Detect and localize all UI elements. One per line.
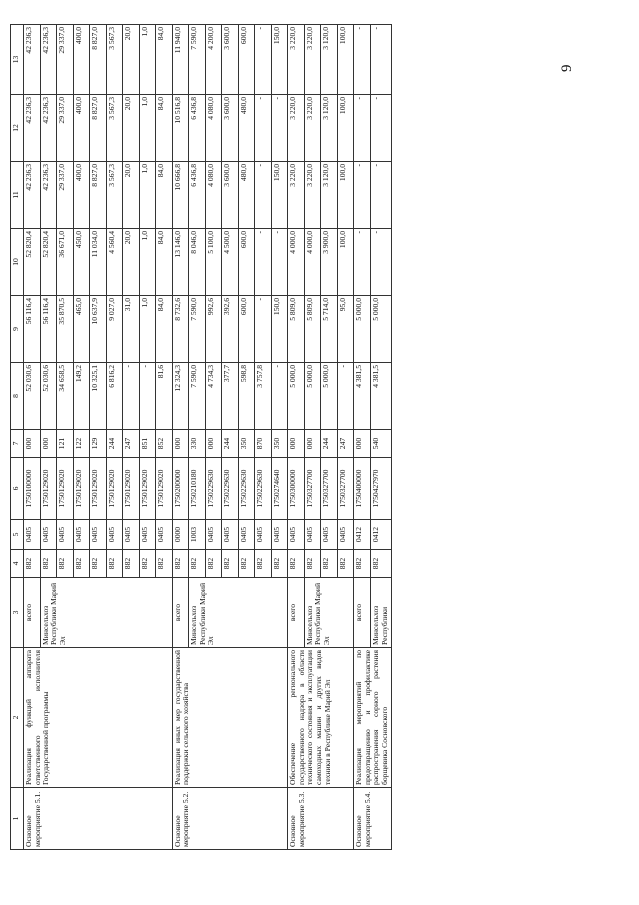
target-article-code: 1750129020 (90, 458, 107, 520)
target-article-code: 1750300000 (288, 458, 305, 520)
section-code: 0405 (288, 520, 305, 550)
value-col-11: - (370, 162, 391, 229)
section-code: 0405 (90, 520, 107, 550)
section-code: 0405 (321, 520, 338, 550)
expense-type-code: 330 (189, 430, 206, 458)
measure-description: Реализация мероприятий по предотвращению и профилактике распространения сорного растения борщевика Сосновского (354, 648, 392, 788)
executor-name: Минсельхоз Республики Марий Эл (40, 578, 172, 648)
value-col-11: 3 220,0 (288, 162, 305, 229)
section-code: 0405 (57, 520, 74, 550)
target-article-code: 1750100000 (24, 458, 41, 520)
expense-type-code: 121 (57, 430, 74, 458)
target-article-code: 1750129020 (123, 458, 140, 520)
expense-type-code: 852 (156, 430, 173, 458)
value-col-8: 12 324,3 (172, 363, 189, 430)
value-col-12: 3 220,0 (304, 95, 321, 162)
expense-type-code: 244 (106, 430, 123, 458)
section-code: 0405 (106, 520, 123, 550)
target-article-code: 1750327700 (304, 458, 321, 520)
column-header: 12 (11, 95, 24, 162)
value-col-10: 5 100,0 (205, 229, 222, 296)
expense-type-code: 122 (73, 430, 90, 458)
target-article-code: 1750229630 (238, 458, 255, 520)
value-col-12: - (271, 95, 288, 162)
value-col-11: 4 080,0 (205, 162, 222, 229)
value-col-8: - (271, 363, 288, 430)
value-col-13: - (370, 25, 391, 95)
target-article-code: 1750229630 (222, 458, 239, 520)
value-col-9: 10 637,9 (90, 296, 107, 363)
grbs-code: 882 (288, 550, 305, 578)
column-header: 2 (11, 648, 24, 788)
grbs-code: 882 (354, 550, 371, 578)
value-col-12: - (354, 95, 371, 162)
value-col-12: - (370, 95, 391, 162)
value-col-8: 5 000,0 (288, 363, 305, 430)
target-article-code: 1750427970 (370, 458, 391, 520)
section-code: 0405 (222, 520, 239, 550)
table-header (11, 25, 24, 850)
grbs-code: 882 (304, 550, 321, 578)
value-col-8: - (337, 363, 354, 430)
value-col-12: 42 236,3 (40, 95, 57, 162)
value-col-9: 8 732,6 (172, 296, 189, 363)
page-number: 9 (559, 64, 575, 72)
expense-type-code: 350 (238, 430, 255, 458)
value-col-11: 84,0 (156, 162, 173, 229)
column-header: 13 (11, 25, 24, 95)
value-col-13: 42 236,3 (40, 25, 57, 95)
value-col-8: 52 030,6 (40, 363, 57, 430)
value-col-11: 29 337,0 (57, 162, 74, 229)
value-col-12: 3 600,0 (222, 95, 239, 162)
measure-name: Основное мероприятие 5.2. (172, 788, 288, 850)
expense-type-code: 000 (24, 430, 41, 458)
column-header: 9 (11, 296, 24, 363)
section-code: 0405 (271, 520, 288, 550)
grbs-code: 882 (123, 550, 140, 578)
measure-description: Обеспечение регионального государственного надзора в области технического состояния и эксплуатации самоходных машин и других видов техники в Республике Марий Эл (288, 648, 354, 788)
value-col-8: 5 000,0 (304, 363, 321, 430)
value-col-12: 3 567,3 (106, 95, 123, 162)
value-col-8: 10 325,1 (90, 363, 107, 430)
value-col-10: 20,0 (123, 229, 140, 296)
value-col-13: 3 220,0 (288, 25, 305, 95)
section-code: 1003 (189, 520, 206, 550)
value-col-12: 3 120,0 (321, 95, 338, 162)
expense-type-code: 000 (304, 430, 321, 458)
value-col-13: 29 337,0 (57, 25, 74, 95)
value-col-10: 4 000,0 (304, 229, 321, 296)
grbs-code: 882 (337, 550, 354, 578)
expense-type-code: 000 (205, 430, 222, 458)
value-col-10: 3 900,0 (321, 229, 338, 296)
value-col-13: 84,0 (156, 25, 173, 95)
value-col-11: 400,0 (73, 162, 90, 229)
expense-type-code: 244 (222, 430, 239, 458)
measure-name: Основное мероприятие 5.3. (288, 788, 354, 850)
value-col-9: 84,0 (156, 296, 173, 363)
section-code: 0412 (370, 520, 391, 550)
value-col-12: 10 516,8 (172, 95, 189, 162)
value-col-13: 7 590,0 (189, 25, 206, 95)
value-col-8: 3 757,8 (255, 363, 272, 430)
section-code: 0405 (255, 520, 272, 550)
value-col-12: 100,0 (337, 95, 354, 162)
value-col-10: 52 820,4 (24, 229, 41, 296)
value-col-12: 3 220,0 (288, 95, 305, 162)
value-col-8: - (139, 363, 156, 430)
grbs-code: 882 (172, 550, 189, 578)
value-col-13: - (255, 25, 272, 95)
table-row (172, 25, 189, 850)
value-col-9: 31,0 (123, 296, 140, 363)
target-article-code: 1750274640 (271, 458, 288, 520)
value-col-9: 35 870,5 (57, 296, 74, 363)
value-col-13: 3 120,0 (321, 25, 338, 95)
expense-type-code: 000 (172, 430, 189, 458)
grbs-code: 882 (222, 550, 239, 578)
value-col-13: 20,0 (123, 25, 140, 95)
expense-type-code: 000 (288, 430, 305, 458)
target-article-code: 1750129020 (57, 458, 74, 520)
value-col-9: 56 116,4 (40, 296, 57, 363)
value-col-13: 400,0 (73, 25, 90, 95)
value-col-9: 9 027,0 (106, 296, 123, 363)
grbs-code: 882 (106, 550, 123, 578)
value-col-13: 600,0 (238, 25, 255, 95)
value-col-10: 4 560,4 (106, 229, 123, 296)
value-col-8: 81,6 (156, 363, 173, 430)
expense-type-code: 350 (271, 430, 288, 458)
section-code: 0405 (123, 520, 140, 550)
value-col-8: 5 000,0 (321, 363, 338, 430)
grbs-code: 882 (271, 550, 288, 578)
value-col-12: 29 337,0 (57, 95, 74, 162)
value-col-9: 7 590,0 (189, 296, 206, 363)
value-col-9: 95,0 (337, 296, 354, 363)
value-col-11: 1,0 (139, 162, 156, 229)
value-col-9: 150,0 (271, 296, 288, 363)
grbs-code: 882 (255, 550, 272, 578)
value-col-11: 20,0 (123, 162, 140, 229)
table-row (288, 25, 305, 850)
grbs-code: 882 (189, 550, 206, 578)
value-col-12: 8 827,0 (90, 95, 107, 162)
value-col-12: 84,0 (156, 95, 173, 162)
column-header: 11 (11, 162, 24, 229)
budget-table (10, 24, 392, 850)
value-col-8: 7 590,0 (189, 363, 206, 430)
value-col-8: 52 030,6 (24, 363, 41, 430)
executor-name: Минсельхоз Республики (370, 578, 391, 648)
grbs-code: 882 (321, 550, 338, 578)
column-header: 6 (11, 458, 24, 520)
section-code: 0000 (172, 520, 189, 550)
value-col-10: - (370, 229, 391, 296)
value-col-11: 480,0 (238, 162, 255, 229)
value-col-8: 598,8 (238, 363, 255, 430)
column-header: 10 (11, 229, 24, 296)
grbs-code: 882 (205, 550, 222, 578)
value-col-8: 4 381,5 (370, 363, 391, 430)
value-col-12: 400,0 (73, 95, 90, 162)
value-col-11: 3 220,0 (304, 162, 321, 229)
value-col-10: 11 034,0 (90, 229, 107, 296)
value-col-9: 992,6 (205, 296, 222, 363)
value-col-9: - (255, 296, 272, 363)
expense-type-code: 244 (321, 430, 338, 458)
expense-type-code: 247 (123, 430, 140, 458)
target-article-code: 1750129020 (40, 458, 57, 520)
value-col-13: 3 220,0 (304, 25, 321, 95)
value-col-10: 84,0 (156, 229, 173, 296)
table-row (354, 25, 371, 850)
value-col-8: 4 734,3 (205, 363, 222, 430)
value-col-10: - (271, 229, 288, 296)
value-col-11: 8 827,0 (90, 162, 107, 229)
value-col-9: 5 714,0 (321, 296, 338, 363)
value-col-10: 8 046,0 (189, 229, 206, 296)
value-col-11: 3 567,3 (106, 162, 123, 229)
section-code: 0405 (205, 520, 222, 550)
target-article-code: 1750229630 (205, 458, 222, 520)
column-header: 7 (11, 430, 24, 458)
value-col-9: 5 809,0 (288, 296, 305, 363)
value-col-13: 4 200,0 (205, 25, 222, 95)
target-article-code: 1750129020 (139, 458, 156, 520)
value-col-10: - (354, 229, 371, 296)
value-col-8: 377,7 (222, 363, 239, 430)
target-article-code: 1750210180 (189, 458, 206, 520)
section-code: 0412 (354, 520, 371, 550)
executor-total: всего (24, 578, 41, 648)
value-col-10: 100,0 (337, 229, 354, 296)
value-col-13: 11 940,0 (172, 25, 189, 95)
grbs-code: 882 (40, 550, 57, 578)
grbs-code: 882 (139, 550, 156, 578)
grbs-code: 882 (57, 550, 74, 578)
value-col-13: 3 600,0 (222, 25, 239, 95)
expense-type-code: 000 (354, 430, 371, 458)
value-col-8: 4 381,5 (354, 363, 371, 430)
value-col-11: 100,0 (337, 162, 354, 229)
section-code: 0405 (304, 520, 321, 550)
value-col-10: 450,0 (73, 229, 90, 296)
target-article-code: 1750129020 (156, 458, 173, 520)
value-col-12: 20,0 (123, 95, 140, 162)
target-article-code: 1750129020 (73, 458, 90, 520)
value-col-9: 5 000,0 (370, 296, 391, 363)
executor-name: Минсельхоз Республики Марий Эл (304, 578, 354, 648)
value-col-10: 52 820,4 (40, 229, 57, 296)
value-col-10: 36 671,0 (57, 229, 74, 296)
target-article-code: 1750229630 (255, 458, 272, 520)
value-col-11: 42 236,3 (24, 162, 41, 229)
value-col-11: 3 120,0 (321, 162, 338, 229)
value-col-10: - (255, 229, 272, 296)
value-col-10: 4 500,0 (222, 229, 239, 296)
section-code: 0405 (156, 520, 173, 550)
value-col-12: 4 080,0 (205, 95, 222, 162)
target-article-code: 1750200000 (172, 458, 189, 520)
executor-total: всего (288, 578, 305, 648)
grbs-code: 882 (156, 550, 173, 578)
value-col-12: 480,0 (238, 95, 255, 162)
value-col-11: 150,0 (271, 162, 288, 229)
executor-total: всего (354, 578, 371, 648)
value-col-9: 600,0 (238, 296, 255, 363)
table-body (24, 25, 392, 850)
value-col-11: - (354, 162, 371, 229)
measure-name: Основное мероприятие 5.1. (24, 788, 173, 850)
value-col-11: 3 600,0 (222, 162, 239, 229)
grbs-code: 882 (238, 550, 255, 578)
value-col-9: 465,0 (73, 296, 90, 363)
value-col-9: 5 000,0 (354, 296, 371, 363)
column-header: 8 (11, 363, 24, 430)
grbs-code: 882 (24, 550, 41, 578)
section-code: 0405 (40, 520, 57, 550)
measure-description: Реализация функций аппарата ответственного исполнителя Государственной программы (24, 648, 173, 788)
expense-type-code: 851 (139, 430, 156, 458)
value-col-13: 3 567,3 (106, 25, 123, 95)
value-col-11: 10 666,8 (172, 162, 189, 229)
value-col-13: 8 827,0 (90, 25, 107, 95)
value-col-13: 42 236,3 (24, 25, 41, 95)
target-article-code: 1750400000 (354, 458, 371, 520)
table-row (24, 25, 41, 850)
value-col-10: 600,0 (238, 229, 255, 296)
executor-name: Минсельхоз Республики Марий Эл (189, 578, 288, 648)
section-code: 0405 (73, 520, 90, 550)
value-col-12: 6 436,8 (189, 95, 206, 162)
value-col-13: - (354, 25, 371, 95)
value-col-8: - (123, 363, 140, 430)
target-article-code: 1750327700 (321, 458, 338, 520)
section-code: 0405 (139, 520, 156, 550)
measure-description: Реализация иных мер государственной поддержки сельского хозяйства (172, 648, 288, 788)
target-article-code: 1750327700 (337, 458, 354, 520)
column-header: 3 (11, 578, 24, 648)
value-col-13: 1,0 (139, 25, 156, 95)
measure-name: Основное мероприятие 5.4. (354, 788, 392, 850)
column-header: 5 (11, 520, 24, 550)
value-col-12: 1,0 (139, 95, 156, 162)
value-col-8: 34 658,5 (57, 363, 74, 430)
value-col-10: 1,0 (139, 229, 156, 296)
value-col-9: 392,6 (222, 296, 239, 363)
column-header: 1 (11, 788, 24, 850)
grbs-code: 882 (73, 550, 90, 578)
value-col-9: 5 809,0 (304, 296, 321, 363)
executor-total: всего (172, 578, 189, 648)
value-col-8: 6 816,2 (106, 363, 123, 430)
column-header: 4 (11, 550, 24, 578)
value-col-9: 1,0 (139, 296, 156, 363)
target-article-code: 1750129020 (106, 458, 123, 520)
value-col-13: 100,0 (337, 25, 354, 95)
value-col-11: - (255, 162, 272, 229)
grbs-code: 882 (90, 550, 107, 578)
value-col-11: 42 236,3 (40, 162, 57, 229)
value-col-13: 150,0 (271, 25, 288, 95)
expense-type-code: 129 (90, 430, 107, 458)
expense-type-code: 000 (40, 430, 57, 458)
value-col-10: 13 146,0 (172, 229, 189, 296)
section-code: 0405 (337, 520, 354, 550)
value-col-10: 4 000,0 (288, 229, 305, 296)
value-col-12: 42 236,3 (24, 95, 41, 162)
value-col-12: - (255, 95, 272, 162)
grbs-code: 882 (370, 550, 391, 578)
section-code: 0405 (24, 520, 41, 550)
section-code: 0405 (238, 520, 255, 550)
value-col-9: 56 116,4 (24, 296, 41, 363)
value-col-11: 6 436,8 (189, 162, 206, 229)
expense-type-code: 247 (337, 430, 354, 458)
expense-type-code: 540 (370, 430, 391, 458)
expense-type-code: 870 (255, 430, 272, 458)
value-col-8: 149,2 (73, 363, 90, 430)
